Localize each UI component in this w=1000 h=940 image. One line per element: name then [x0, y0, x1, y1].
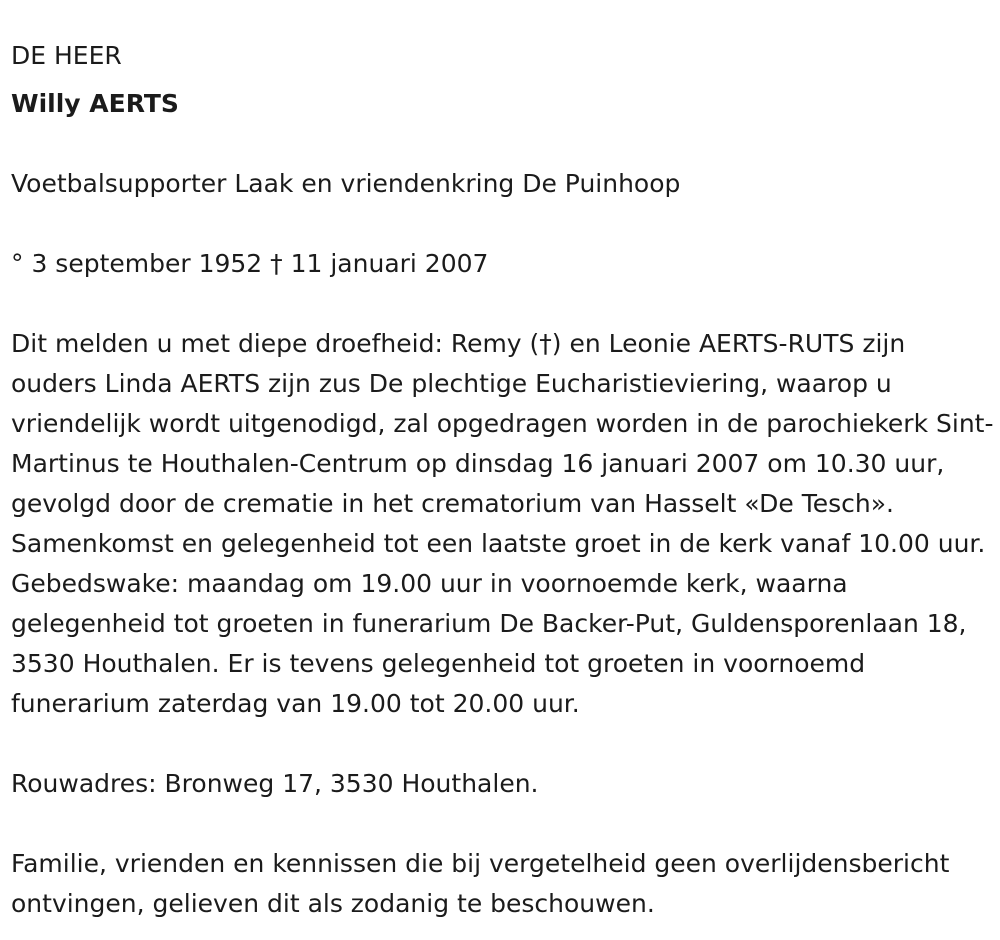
affiliation: Voetbalsupporter Laak en vriendenkring De Puinhoop: [11, 169, 681, 198]
death-notice: [11, 36, 996, 924]
closing-text: Familie, vrienden en kennissen die bij vergetelheid geen overlijdensbericht ontvingen, gelieven dit als zodanig te beschouwen.: [11, 849, 950, 918]
announcement-text: Dit melden u met diepe droefheid: Remy (†) en Leonie AERTS-RUTS zijn ouders Linda AERTS zijn zus De plechtige Eucharistieviering, waarop u vriendelijk wordt uitgenodigd, zal opgedragen worden in de parochiekerk Sint-Martinus te Houthalen-Centrum op dinsdag 16 januari 2007 om 10.30 uur, gevolgd door de crematie in het crematorium van Hasselt «De Tesch». Samenkomst en gelegenheid tot een laatste groet in de kerk vanaf 10.00 uur. Gebedswake: maandag om 19.00 uur in voornoemde kerk, waarna gelegenheid tot groeten in funerarium De Backer-Put, Guldensporenlaan 18, 3530 Houthalen. Er is tevens gelegenheid tot groeten in voornoemd funerarium zaterdag van 19.00 tot 20.00 uur.: [11, 329, 994, 718]
notice-title: DE HEER: [11, 41, 122, 70]
deceased-name: Willy AERTS: [11, 89, 179, 118]
mourning-address: Rouwadres: Bronweg 17, 3530 Houthalen.: [11, 769, 539, 798]
life-dates: ° 3 september 1952 † 11 januari 2007: [11, 249, 489, 278]
